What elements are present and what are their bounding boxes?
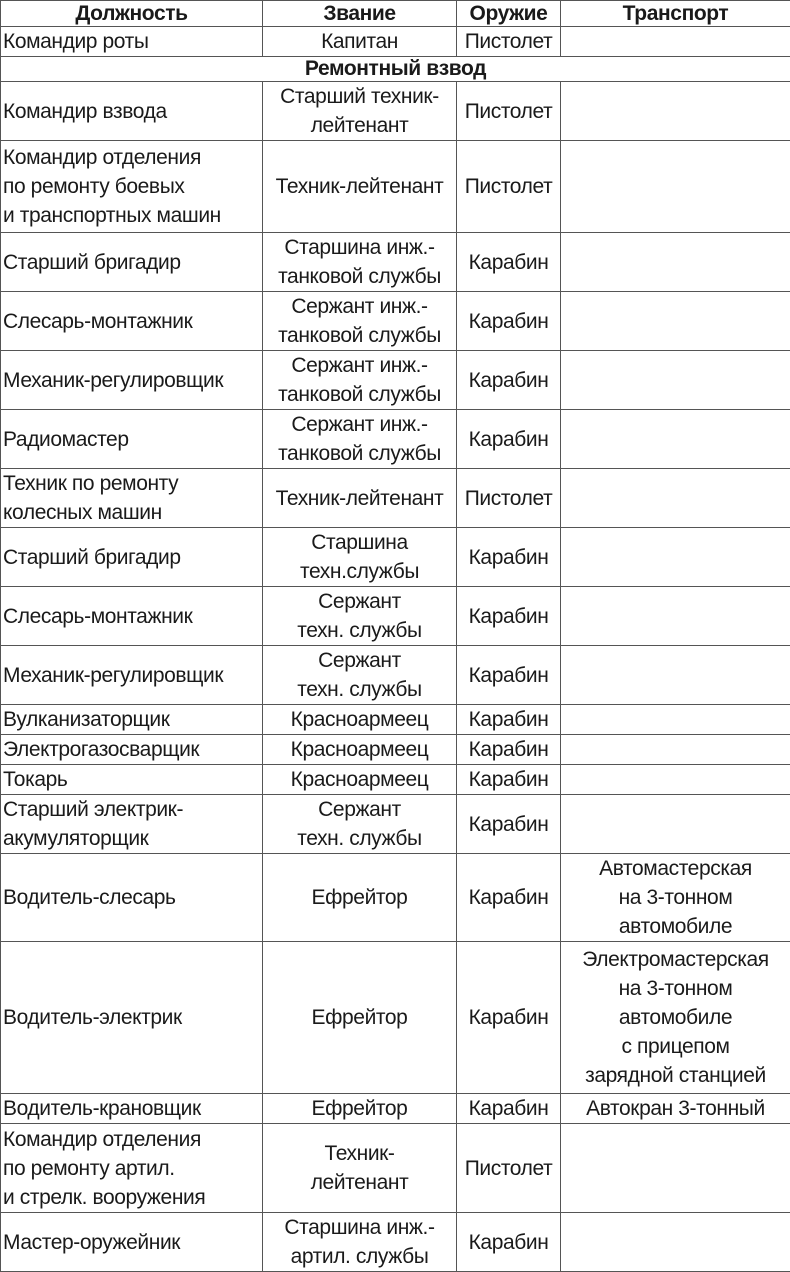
cell-transport bbox=[561, 795, 790, 854]
cell-transport: Автомастерская на 3-тонном автомобиле bbox=[561, 854, 790, 942]
table-row bbox=[1, 410, 790, 469]
cell-weapon: Карабин bbox=[457, 1213, 561, 1272]
table-body bbox=[1, 27, 790, 1272]
cell-position: Старший бригадир bbox=[1, 528, 263, 587]
cell-weapon: Карабин bbox=[457, 646, 561, 705]
cell-position: Командир отделения по ремонту боевых и транспортных машин bbox=[1, 141, 263, 233]
cell-rank: Сержант инж.- танковой службы bbox=[263, 292, 457, 351]
section-row bbox=[1, 57, 790, 82]
table-row bbox=[1, 795, 790, 854]
cell-weapon: Пистолет bbox=[457, 1124, 561, 1213]
cell-position: Токарь bbox=[1, 765, 263, 795]
cell-rank: Техник- лейтенант bbox=[263, 1124, 457, 1213]
table-row bbox=[1, 1213, 790, 1272]
cell-position: Техник по ремонту колесных машин bbox=[1, 469, 263, 528]
table-row bbox=[1, 141, 790, 233]
cell-weapon: Карабин bbox=[457, 351, 561, 410]
cell-transport bbox=[561, 1213, 790, 1272]
cell-weapon: Пистолет bbox=[457, 82, 561, 141]
cell-rank: Капитан bbox=[263, 27, 457, 57]
cell-weapon: Карабин bbox=[457, 528, 561, 587]
cell-position: Командир отделения по ремонту артил. и стрелк. вооружения bbox=[1, 1124, 263, 1213]
cell-weapon: Карабин bbox=[457, 942, 561, 1094]
cell-weapon: Карабин bbox=[457, 735, 561, 765]
cell-transport bbox=[561, 705, 790, 735]
table-row bbox=[1, 469, 790, 528]
table-row bbox=[1, 292, 790, 351]
cell-rank: Ефрейтор bbox=[263, 1094, 457, 1124]
cell-position: Старший бригадир bbox=[1, 233, 263, 292]
cell-position: Водитель-электрик bbox=[1, 942, 263, 1094]
cell-rank: Старшина инж.- артил. службы bbox=[263, 1213, 457, 1272]
cell-position: Механик-регулировщик bbox=[1, 351, 263, 410]
cell-transport bbox=[561, 765, 790, 795]
table-header-row bbox=[1, 1, 790, 27]
cell-position: Механик-регулировщик bbox=[1, 646, 263, 705]
cell-transport: Автокран 3-тонный bbox=[561, 1094, 790, 1124]
cell-weapon: Карабин bbox=[457, 765, 561, 795]
cell-position: Старший электрик- акумуляторщик bbox=[1, 795, 263, 854]
table-row bbox=[1, 765, 790, 795]
table-row bbox=[1, 82, 790, 141]
cell-rank: Сержант техн. службы bbox=[263, 646, 457, 705]
cell-transport bbox=[561, 587, 790, 646]
cell-transport bbox=[561, 528, 790, 587]
cell-weapon: Пистолет bbox=[457, 141, 561, 233]
table-row bbox=[1, 233, 790, 292]
cell-rank: Сержант инж.- танковой службы bbox=[263, 410, 457, 469]
header-transport: Транспорт bbox=[561, 1, 790, 27]
cell-weapon: Пистолет bbox=[457, 469, 561, 528]
cell-transport bbox=[561, 141, 790, 233]
table-row bbox=[1, 1094, 790, 1124]
section-title: Ремонтный взвод bbox=[1, 57, 790, 82]
cell-transport bbox=[561, 292, 790, 351]
cell-rank: Старшина техн.службы bbox=[263, 528, 457, 587]
cell-weapon: Пистолет bbox=[457, 27, 561, 57]
cell-rank: Ефрейтор bbox=[263, 942, 457, 1094]
table-row bbox=[1, 646, 790, 705]
cell-weapon: Карабин bbox=[457, 795, 561, 854]
cell-position: Вулканизаторщик bbox=[1, 705, 263, 735]
cell-position: Слесарь-монтажник bbox=[1, 587, 263, 646]
cell-rank: Сержант техн. службы bbox=[263, 587, 457, 646]
table-row bbox=[1, 27, 790, 57]
cell-rank: Техник-лейтенант bbox=[263, 469, 457, 528]
cell-weapon: Карабин bbox=[457, 587, 561, 646]
table-row bbox=[1, 528, 790, 587]
table-row bbox=[1, 705, 790, 735]
cell-transport bbox=[561, 646, 790, 705]
cell-weapon: Карабин bbox=[457, 233, 561, 292]
cell-rank: Красноармеец bbox=[263, 705, 457, 735]
table-row bbox=[1, 942, 790, 1094]
table-row bbox=[1, 351, 790, 410]
cell-transport: Электромастерская на 3-тонном автомобиле с прицепом зарядной станцией bbox=[561, 942, 790, 1094]
cell-transport bbox=[561, 27, 790, 57]
cell-position: Водитель-крановщик bbox=[1, 1094, 263, 1124]
cell-transport bbox=[561, 735, 790, 765]
table-row bbox=[1, 735, 790, 765]
header-position: Должность bbox=[1, 1, 263, 27]
cell-transport bbox=[561, 233, 790, 292]
cell-weapon: Карабин bbox=[457, 1094, 561, 1124]
cell-rank: Сержант инж.- танковой службы bbox=[263, 351, 457, 410]
table-row bbox=[1, 587, 790, 646]
cell-position: Электрогазосварщик bbox=[1, 735, 263, 765]
cell-weapon: Карабин bbox=[457, 705, 561, 735]
cell-rank: Старшина инж.- танковой службы bbox=[263, 233, 457, 292]
cell-position: Командир роты bbox=[1, 27, 263, 57]
cell-position: Слесарь-монтажник bbox=[1, 292, 263, 351]
cell-weapon: Карабин bbox=[457, 854, 561, 942]
cell-rank: Красноармеец bbox=[263, 735, 457, 765]
cell-transport bbox=[561, 410, 790, 469]
header-weapon: Оружие bbox=[457, 1, 561, 27]
cell-position: Водитель-слесарь bbox=[1, 854, 263, 942]
cell-transport bbox=[561, 1124, 790, 1213]
table-row bbox=[1, 854, 790, 942]
cell-weapon: Карабин bbox=[457, 292, 561, 351]
table-row bbox=[1, 1124, 790, 1213]
cell-transport bbox=[561, 82, 790, 141]
cell-rank: Техник-лейтенант bbox=[263, 141, 457, 233]
cell-rank: Красноармеец bbox=[263, 765, 457, 795]
cell-weapon: Карабин bbox=[457, 410, 561, 469]
cell-transport bbox=[561, 351, 790, 410]
cell-position: Радиомастер bbox=[1, 410, 263, 469]
cell-position: Командир взвода bbox=[1, 82, 263, 141]
cell-transport bbox=[561, 469, 790, 528]
header-rank: Звание bbox=[263, 1, 457, 27]
cell-rank: Сержант техн. службы bbox=[263, 795, 457, 854]
cell-rank: Старший техник- лейтенант bbox=[263, 82, 457, 141]
cell-position: Мастер-оружейник bbox=[1, 1213, 263, 1272]
cell-rank: Ефрейтор bbox=[263, 854, 457, 942]
